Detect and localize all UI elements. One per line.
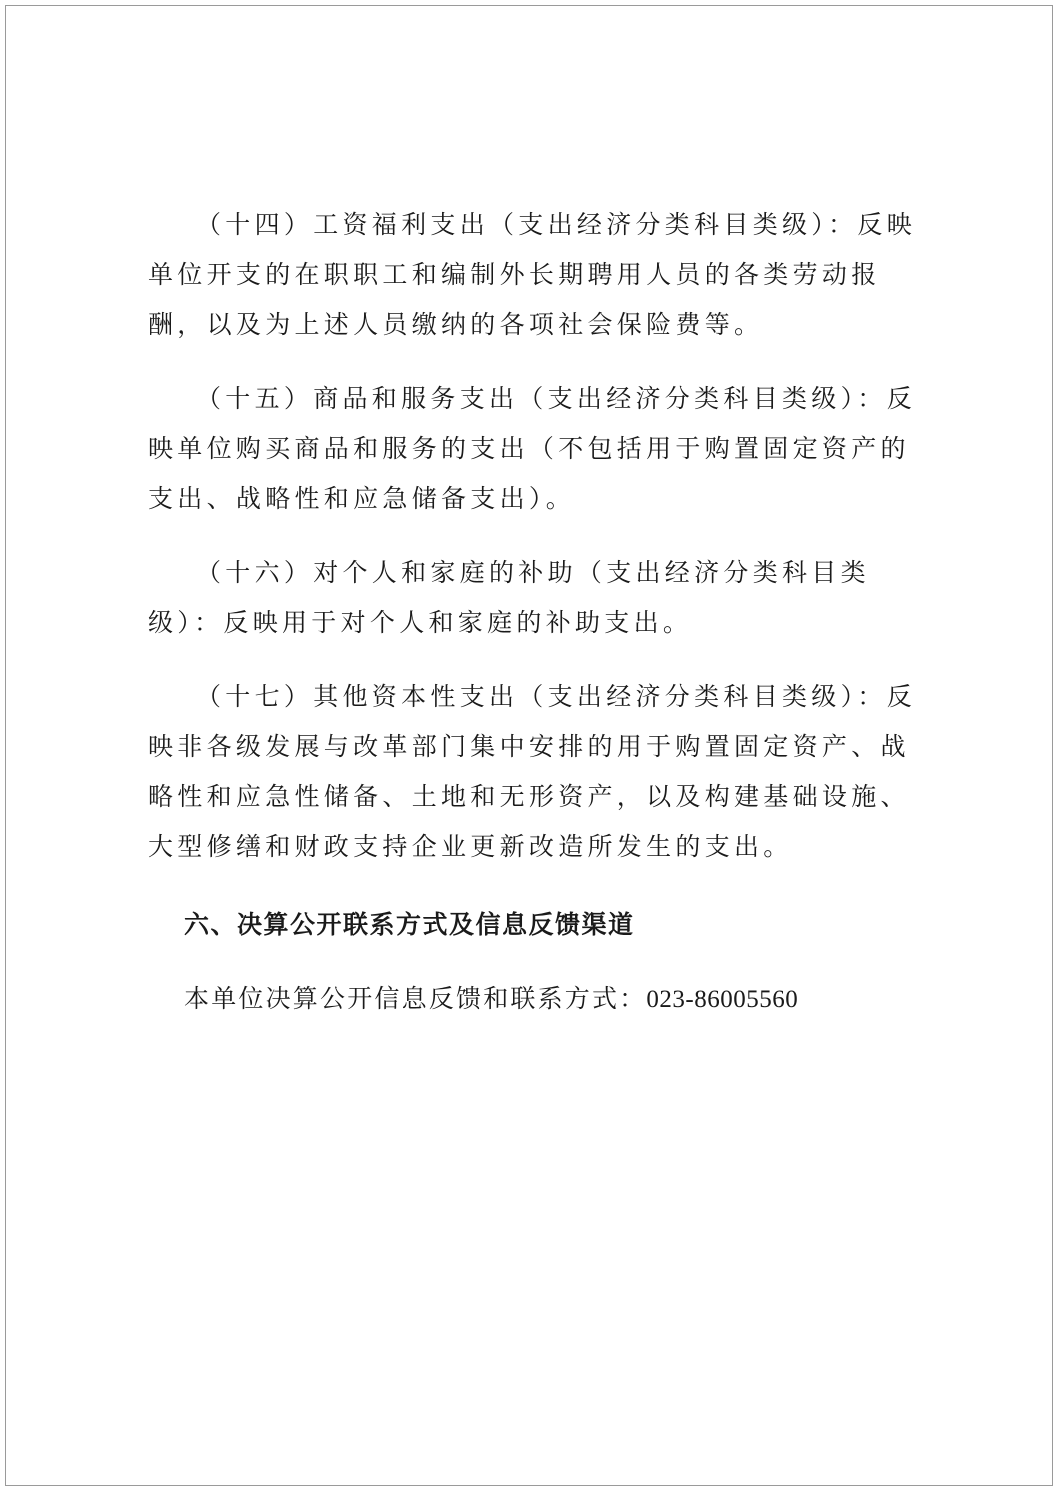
contact-label: 本单位决算公开信息反馈和联系方式： (184, 984, 647, 1013)
document-body (148, 200, 938, 1025)
contact-phone: 023-86005560 (646, 986, 799, 1013)
section-heading-contact: 六、决算公开联系方式及信息反馈渠道 (184, 910, 635, 939)
paragraph-household-subsidy: （十六）对个人和家庭的补助（支出经济分类科目类级）：反映用于对个人和家庭的补助支出。 (148, 558, 870, 637)
document-page (5, 5, 1053, 1486)
contact-line (148, 974, 938, 1025)
paragraph-goods-services-expenditure: （十五）商品和服务支出（支出经济分类科目类级）：反映单位购买商品和服务的支出（不包括用于购置固定资产的支出、战略性和应急储备支出）。 (148, 384, 917, 513)
paragraph-other-capital-expenditure: （十七）其他资本性支出（支出经济分类科目类级）：反映非各级发展与改革部门集中安排的用于购置固定资产、战略性和应急性储备、土地和无形资产，以及构建基础设施、大型修缮和财政支持企业更新改造所发生的支出。 (148, 682, 917, 861)
paragraph-wage-welfare-expenditure: （十四）工资福利支出（支出经济分类科目类级）：反映单位开支的在职职工和编制外长期聘用人员的各类劳动报酬，以及为上述人员缴纳的各项社会保险费等。 (148, 210, 917, 339)
